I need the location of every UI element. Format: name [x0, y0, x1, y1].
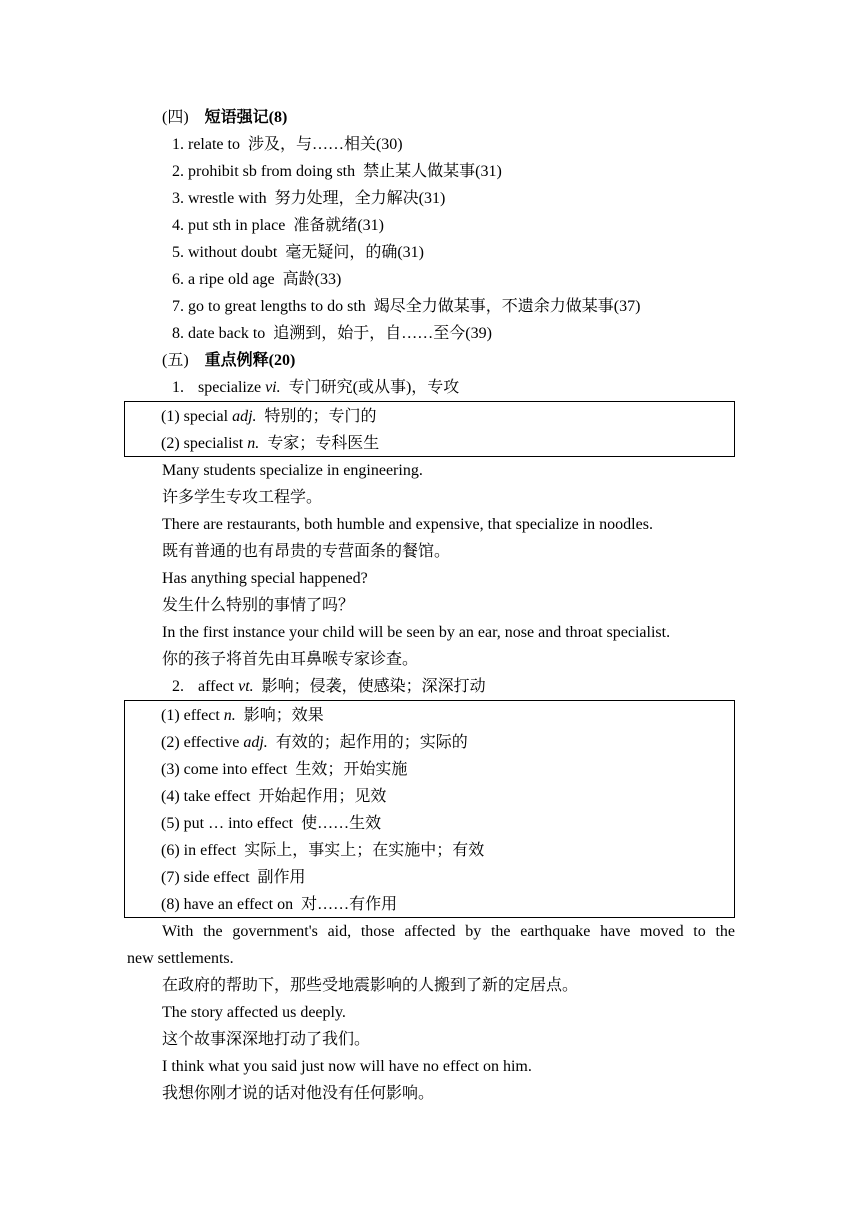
related-words-box: [124, 700, 735, 918]
related-word-pos: adj.: [232, 408, 257, 425]
related-word-pos: n.: [247, 435, 260, 452]
example-zh: 我想你刚才说的话对他没有任何影响。: [162, 1085, 435, 1102]
related-word-en: (1) effect: [161, 707, 220, 724]
related-word: [161, 841, 484, 861]
phrase-item: [172, 297, 640, 317]
phrase-zh: 毫无疑问，的确(31): [285, 244, 425, 261]
entry-word: affect: [198, 678, 235, 695]
phrase-zh: 竭尽全力做某事，不遗余力做某事(37): [373, 298, 641, 315]
section-number: (四): [162, 109, 189, 126]
entry-number: 2.: [172, 678, 184, 695]
related-word-en: (4) take effect: [161, 788, 251, 805]
example-zh: 许多学生专攻工程学。: [162, 489, 323, 506]
entry-word: specialize: [198, 379, 262, 396]
related-word: [161, 787, 386, 807]
example-zh: 发生什么特别的事情了吗？: [162, 597, 355, 614]
section-heading-5: [162, 351, 295, 371]
entry-heading: [172, 378, 459, 398]
phrase-en: 8. date back to: [172, 325, 266, 342]
example-en: With the government's aid, those affected by the earthquake have moved to the: [162, 923, 735, 940]
entry-pos: vi.: [265, 379, 281, 396]
related-word-zh: 副作用: [257, 869, 306, 886]
phrase-item: [172, 135, 403, 155]
related-word-zh: 对……有作用: [301, 896, 398, 913]
phrase-item: [172, 243, 424, 263]
example-zh: 这个故事深深地打动了我们。: [162, 1031, 371, 1048]
phrase-item: [172, 324, 492, 344]
related-word: [161, 868, 306, 888]
phrase-en: 7. go to great lengths to do sth: [172, 298, 366, 315]
related-word-en: (7) side effect: [161, 869, 250, 886]
phrase-zh: 努力处理，全力解决(31): [274, 190, 446, 207]
related-word-en: (8) have an effect on: [161, 896, 294, 913]
example-en: Many students specialize in engineering.: [162, 462, 423, 479]
related-word-zh: 影响；效果: [243, 707, 324, 724]
entry-pos: vt.: [238, 678, 254, 695]
related-word-en: (2) effective: [161, 734, 240, 751]
related-word: [161, 760, 407, 780]
related-word-pos: n.: [223, 707, 236, 724]
related-words-box: [124, 401, 735, 457]
related-word-en: (3) come into effect: [161, 761, 288, 778]
example-en: The story affected us deeply.: [162, 1004, 346, 1021]
example-zh: 你的孩子将首先由耳鼻喉专家诊查。: [162, 651, 419, 668]
example-en: I think what you said just now will have no effect on him.: [162, 1058, 532, 1075]
example-en: Has anything special happened?: [162, 570, 368, 587]
example-zh: 既有普通的也有昂贵的专营面条的餐馆。: [162, 543, 451, 560]
phrase-zh: 准备就绪(31): [293, 217, 384, 234]
related-word: [161, 895, 397, 915]
related-word-en: (6) in effect: [161, 842, 237, 859]
phrase-en: 1. relate to: [172, 136, 240, 153]
phrase-en: 5. without doubt: [172, 244, 278, 261]
example-en: In the first instance your child will be seen by an ear, nose and throat specialist.: [162, 624, 671, 641]
related-word: [161, 814, 381, 834]
related-word-zh: 使……生效: [301, 815, 382, 832]
section-heading-4: [162, 108, 287, 128]
section-title: 重点例释(20): [204, 352, 296, 369]
related-word: [161, 434, 379, 454]
phrase-zh: 涉及，与……相关(30): [247, 136, 403, 153]
related-word: [161, 733, 468, 753]
entry-meaning: 影响；侵袭，使感染；深深打动: [261, 678, 486, 695]
phrase-item: [172, 216, 384, 236]
related-word-zh: 特别的；专门的: [264, 408, 377, 425]
related-word-en: (5) put … into effect: [161, 815, 294, 832]
related-word: [161, 407, 377, 427]
entry-meaning: 专门研究(或从事)，专攻: [288, 379, 460, 396]
related-word: [161, 706, 324, 726]
example-en-continued: new settlements.: [127, 950, 234, 967]
phrase-en: 4. put sth in place: [172, 217, 286, 234]
entry-number: 1.: [172, 379, 184, 396]
related-word-pos: adj.: [243, 734, 268, 751]
related-word-zh: 开始起作用；见效: [258, 788, 387, 805]
related-word-zh: 实际上，事实上；在实施中；有效: [244, 842, 485, 859]
phrase-en: 6. a ripe old age: [172, 271, 275, 288]
example-zh: 在政府的帮助下，那些受地震影响的人搬到了新的定居点。: [162, 977, 579, 994]
phrase-item: [172, 189, 445, 209]
related-word-zh: 生效；开始实施: [295, 761, 408, 778]
phrase-item: [172, 270, 341, 290]
example-en: There are restaurants, both humble and expensive, that specialize in noodles.: [162, 516, 653, 533]
related-word-zh: 有效的；起作用的；实际的: [275, 734, 468, 751]
section-number: (五): [162, 352, 189, 369]
related-word-zh: 专家；专科医生: [267, 435, 380, 452]
related-word-en: (2) specialist: [161, 435, 244, 452]
section-title: 短语强记(8): [204, 109, 288, 126]
related-word-en: (1) special: [161, 408, 229, 425]
entry-heading: [172, 677, 486, 697]
phrase-zh: 追溯到，始于，自……至今(39): [273, 325, 492, 342]
phrase-en: 3. wrestle with: [172, 190, 267, 207]
phrase-zh: 高龄(33): [282, 271, 342, 288]
phrase-en: 2. prohibit sb from doing sth: [172, 163, 356, 180]
phrase-item: [172, 162, 502, 182]
phrase-zh: 禁止某人做某事(31): [363, 163, 502, 180]
